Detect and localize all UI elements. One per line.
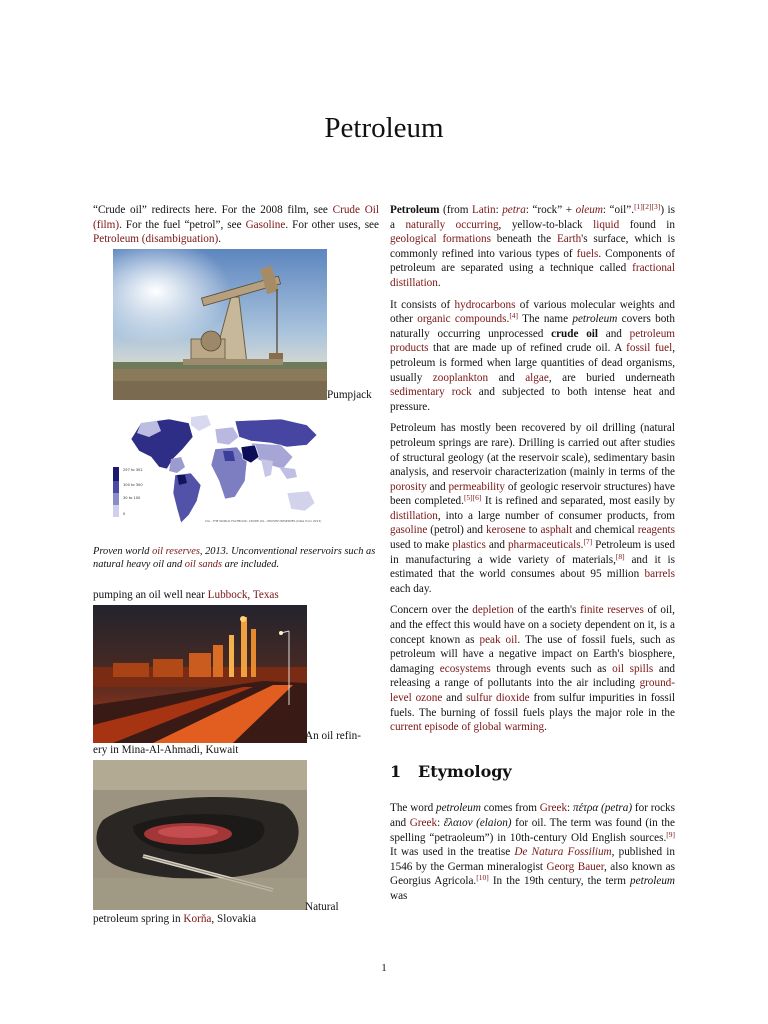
hatnote-text: . [218,233,222,246]
text: and it is estimated that the world consumes about 95 million [390,553,675,581]
citation[interactable]: [9] [666,829,675,839]
link-petra[interactable] [502,204,526,216]
text: crude oil [551,327,599,340]
citation[interactable]: [7] [583,537,593,547]
text: and subjected to both intense heat and pressure. [390,386,676,413]
text: petroleum [572,313,618,326]
text: for rocks and [390,802,676,829]
pumpjack-figure [93,249,379,401]
link-pharmaceuticals[interactable]: pharmaceuticals [507,539,581,552]
link-korna[interactable]: Korňa [183,913,212,926]
text: petroleum [436,802,481,815]
text: from sulfur impurities in fossil fuels. The burning of fossil fuels plays the major role in the [390,692,675,719]
spring-caption-text: petroleum spring in [93,913,184,926]
link-zooplankton[interactable]: zooplankton [432,371,489,384]
text: Petroleum is used in manufacturing a wide variety of materials, [390,539,676,566]
lubbock-caption-text: pumping an oil well near [93,588,208,601]
link-oil-sands[interactable]: oil sands [184,559,223,571]
composition-paragraph [390,298,675,415]
hatnote [93,203,379,247]
map-caption-text: are included. [222,559,280,571]
refinery-photo [93,605,307,743]
text: . [506,313,510,326]
section-title: Etymology [418,761,512,781]
link-fractional-distillation[interactable]: fractional distillation [390,262,675,289]
right-column [390,203,675,911]
hatnote-text: . For other uses, see [285,218,379,231]
text: and [426,480,449,493]
text: The word [390,802,436,815]
link-global-warming[interactable]: current episode of global warming [390,721,545,734]
text: ) is a [390,204,675,231]
text: 's surface, which is commonly refined into various types of [390,233,675,260]
text: each day. [390,582,432,595]
link-lubbock-texas[interactable]: Lubbock, Texas [207,588,279,601]
text: for oil. The term was found (in the spelling “petraoleum”) in 10th-century Old English sources. [390,816,675,844]
hatnote-text: “Crude oil” redirects here. For the 2008 film, see [93,204,333,216]
map-legend-label: 297 to 302 [123,467,143,472]
link-naturally-occurring[interactable]: naturally occurring [405,218,499,231]
text: . Components of petroleum are separated using a technique called [390,247,675,275]
link-oil-spills[interactable]: oil spills [612,662,654,675]
recovery-paragraph [390,421,675,596]
link-fuels[interactable]: fuels [576,247,599,260]
map-legend-label: 0 [123,511,126,516]
link-greek-2[interactable]: Greek [409,816,438,829]
map-caption-text: , 2013. Unconventional reservoirs such as natural heavy oil and [93,545,376,571]
text: oleum [575,204,603,216]
link-gasoline[interactable]: Gasoline [245,218,286,231]
text: . [544,721,547,734]
text: De Natura Fossilium [514,846,612,859]
link-reagents[interactable]: reagents [637,524,676,537]
petroleum-spring-photo [93,760,307,910]
text: and releasing a range of pollutants into the air including [390,662,676,690]
map-source-text: CIA - THE WORLD FACTBOOK: CRUDE OIL - PROVED RESERVES (Data from 2013) [205,518,322,523]
link-organic-compounds[interactable]: organic compounds [417,313,507,326]
text: It was used in the treatise [390,846,515,859]
text: through events such as [490,662,613,675]
section-heading-etymology [390,761,675,781]
map-legend-label: 30 to 100 [123,495,141,500]
link-ecosystems[interactable]: ecosystems [439,662,491,675]
text: petroleum [630,875,675,888]
text: to [525,524,541,537]
text: πέτρα (petra) [572,802,633,815]
text: beneath the [490,233,557,246]
text: (petrol) and [427,524,487,537]
link-asphalt[interactable]: asphalt [540,524,573,537]
link-latin[interactable]: Latin [471,204,496,216]
text: : “rock” + [525,204,576,216]
citation[interactable]: [8] [615,551,625,561]
refinery-caption-start: An oil refin- [305,729,361,742]
link-petroleum-products[interactable]: petroleum products [390,327,675,355]
page-number: 1 [381,962,387,974]
oil-reserves-map-figure [93,415,379,541]
text: that are made up of refined crude oil. A [428,342,627,355]
link-de-natura-fossilium[interactable] [514,846,611,858]
link-depletion[interactable]: depletion [472,604,514,617]
link-peak-oil[interactable]: peak oil [479,633,518,646]
map-caption [93,545,379,572]
text: and [598,327,630,340]
text: Concern over the [390,604,473,617]
citation[interactable]: [5][6] [463,493,482,503]
text: In the 19th century, the term [488,875,631,888]
text: . The use of fossil fuels, such as petroleum will have a negative impact on Earth's biosphere, damaging [390,633,675,675]
concern-paragraph [390,603,675,734]
link-barrels[interactable]: barrels [644,568,675,581]
text: comes from [480,802,540,815]
intro-paragraph [390,203,675,291]
text: and [488,371,526,384]
text: : [437,816,444,829]
link-petroleum-disambiguation[interactable]: Petroleum (disambiguation) [93,233,219,246]
link-earth[interactable]: Earth [556,233,582,246]
citation[interactable]: [10] [476,873,489,883]
hatnote-text: . For the fuel “petrol”, see [119,218,246,231]
lubbock-caption [93,588,379,603]
link-plastics[interactable]: plastics [452,539,486,552]
oil-reserves-map [111,415,327,533]
refinery-figure [93,605,379,743]
text: of the earth's [513,604,580,617]
text: , into a large number of consumer products, from [437,509,675,522]
text: ἔλαιον (elaion) [443,816,512,829]
text: Petroleum has mostly been recovered by oil drilling (natural petroleum springs are rare). Drilling is carried out after studies of structural geology (at the reservoir scale), sedimentary basin analysis, and reservoir characterization (mainly in terms of the [390,422,675,479]
map-legend-label: 100 to 300 [123,482,143,487]
text: and [485,539,508,552]
text: , are buried underneath [548,371,675,384]
link-geological-formations[interactable]: geological formations [390,233,491,246]
text: and [442,692,467,704]
link-crude-oil-film[interactable]: Crude Oil (film) [93,204,380,231]
text: , yellow-to-black [498,218,594,231]
text: found in [619,218,675,231]
link-finite-reserves[interactable]: finite reserves [580,604,644,617]
text: of various molecular weights and other [390,298,675,326]
text: It consists of [390,298,455,311]
text: of oil, and the effect this would have on a society dependent on it, is a concept known as [390,604,675,646]
citation[interactable]: [4] [509,311,519,321]
etymology-paragraph [390,801,675,903]
link-permeability[interactable]: permeability [448,480,505,493]
text: , also known as Georgius Agricola. [390,860,675,888]
text: : [495,204,503,216]
text: petra [502,204,526,216]
pumpjack-caption: Pumpjack [327,388,372,401]
spring-caption-text: , Slovakia [211,913,257,926]
text: . [437,276,441,289]
text: : “oil”. [602,204,635,216]
link-greek[interactable]: Greek [539,802,568,815]
text: , petroleum is formed when large quantities of dead organisms, usually [390,342,676,384]
link-georg-bauer[interactable]: Georg Bauer [546,860,604,873]
link-hydrocarbons[interactable]: hydrocarbons [454,298,516,311]
petroleum-spring-figure [93,760,379,912]
citation[interactable]: [1][2][3] [634,202,661,211]
text: : [567,802,573,815]
link-fossil-fuel[interactable]: fossil fuel [626,342,673,355]
page-title: Petroleum [324,112,444,144]
link-algae[interactable]: algae [525,371,549,384]
link-oleum[interactable] [576,204,603,216]
link-sulfur-dioxide[interactable]: sulfur dioxide [466,692,530,704]
text: , published in 1546 by the German mineralogist [390,846,675,873]
link-kerosene[interactable]: kerosene [486,524,526,537]
link-ground-level-ozone[interactable]: ground-level ozone [390,677,675,704]
map-caption-text: Proven world [93,545,153,557]
article-subject: Petroleum [390,204,440,216]
text: used to make [390,539,453,552]
link-porosity[interactable]: porosity [390,480,427,493]
text: . [580,539,584,552]
spring-caption-start: Natural [305,901,339,914]
left-column [93,203,379,927]
link-liquid[interactable]: liquid [593,218,620,231]
text: of geologic reservoir structures) have been completed. [390,480,675,508]
link-sedimentary-rock[interactable]: sedimentary rock [390,386,472,399]
link-gasoline-2[interactable]: gasoline [390,524,428,537]
text: (from [439,204,472,216]
link-distillation[interactable]: distillation [390,509,438,522]
text: and chemical [572,524,638,537]
section-number: 1 [390,761,402,781]
pumpjack-photo [113,249,327,400]
text: was [390,889,408,902]
refinery-caption: ery in Mina-Al-Ahmadi, Kuwait [93,743,239,756]
text: covers both naturally occurring unprocessed [390,313,675,340]
link-oil-reserves[interactable]: oil reserves [152,545,200,557]
text: It is refined and separated, most easily by [481,495,675,508]
text: The name [518,313,573,326]
